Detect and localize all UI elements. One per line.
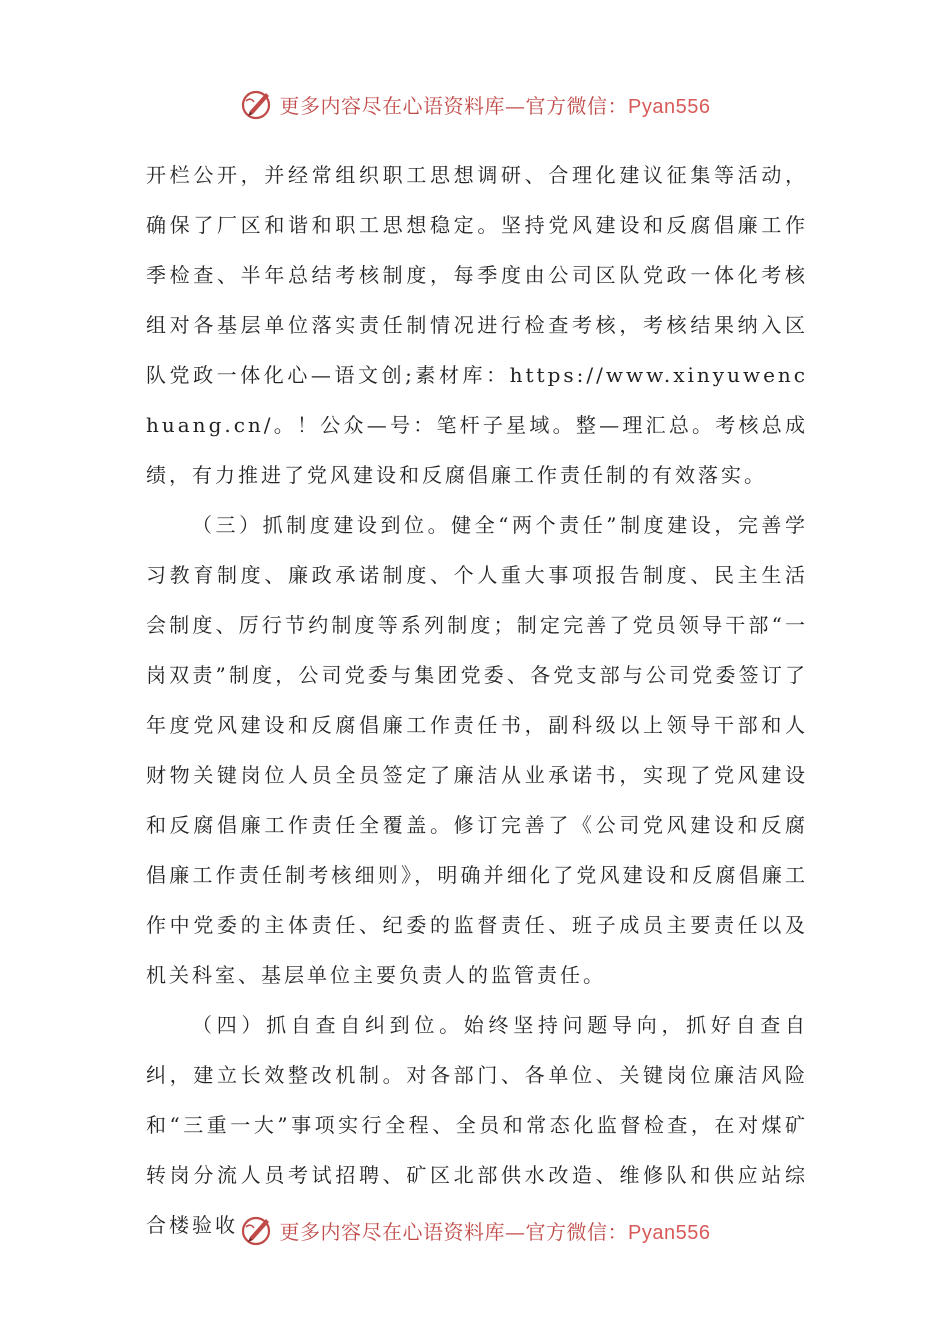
header-banner-text bbox=[280, 90, 711, 119]
paragraph-3: （四）抓自查自纠到位。始终坚持问题导向，抓好自查自纠，建立长效整改机制。对各部门、各单位、关键岗位廉洁风险和“三重一大”事项实行全程、全员和常态化监督检查，在对煤矿转岗分流人员考试招聘、矿区北部供水改造、维修队和供应站综合楼验收 bbox=[146, 1013, 808, 1237]
header-banner bbox=[0, 84, 950, 124]
paragraph-1: 开栏公开，并经常组织职工思想调研、合理化建议征集等活动，确保了厂区和谐和职工思想稳定。坚持党风建设和反腐倡廉工作季检查、半年总结考核制度，每季度由公司区队党政一体化考核组对各基层单位落实责任制情况进行检查考核，考核结果纳入区队党政一体化心—语文创;素材库：https://www.xinyuwenchuang.cn/。！公众—号：笔杆子星域。整—理汇总。考核总成绩，有力推进了党风建设和反腐倡廉工作责任制的有效落实。 bbox=[146, 163, 808, 487]
header-banner-contact: Pyan556 bbox=[628, 95, 711, 118]
paragraph-2: （三）抓制度建设到位。健全“两个责任”制度建设，完善学习教育制度、廉政承诺制度、个人重大事项报告制度、民主生活会制度、厉行节约制度等系列制度；制定完善了党员领导干部“一岗双责”制度，公司党委与集团党委、各党支部与公司党委签订了年度党风建设和反腐倡廉工作责任书，副科级以上领导干部和人财物关键岗位人员全员签定了廉洁从业承诺书，实现了党风建设和反腐倡廉工作责任全覆盖。修订完善了《公司党风建设和反腐倡廉工作责任制考核细则》，明确并细化了党风建设和反腐倡廉工作中党委的主体责任、纪委的监督责任、班子成员主要责任以及机关科室、基层单位主要负责人的监管责任。 bbox=[146, 513, 808, 987]
pen-logo-icon bbox=[240, 87, 274, 121]
footer-banner-text bbox=[280, 1216, 711, 1245]
footer-banner-label: 更多内容尽在心语资料库—官方微信： bbox=[279, 1219, 629, 1244]
header-banner-label: 更多内容尽在心语资料库—官方微信： bbox=[279, 93, 629, 118]
footer-banner bbox=[0, 1210, 950, 1250]
document-body bbox=[146, 150, 808, 1250]
pen-logo-icon bbox=[240, 1213, 274, 1247]
footer-banner-contact: Pyan556 bbox=[628, 1221, 711, 1244]
